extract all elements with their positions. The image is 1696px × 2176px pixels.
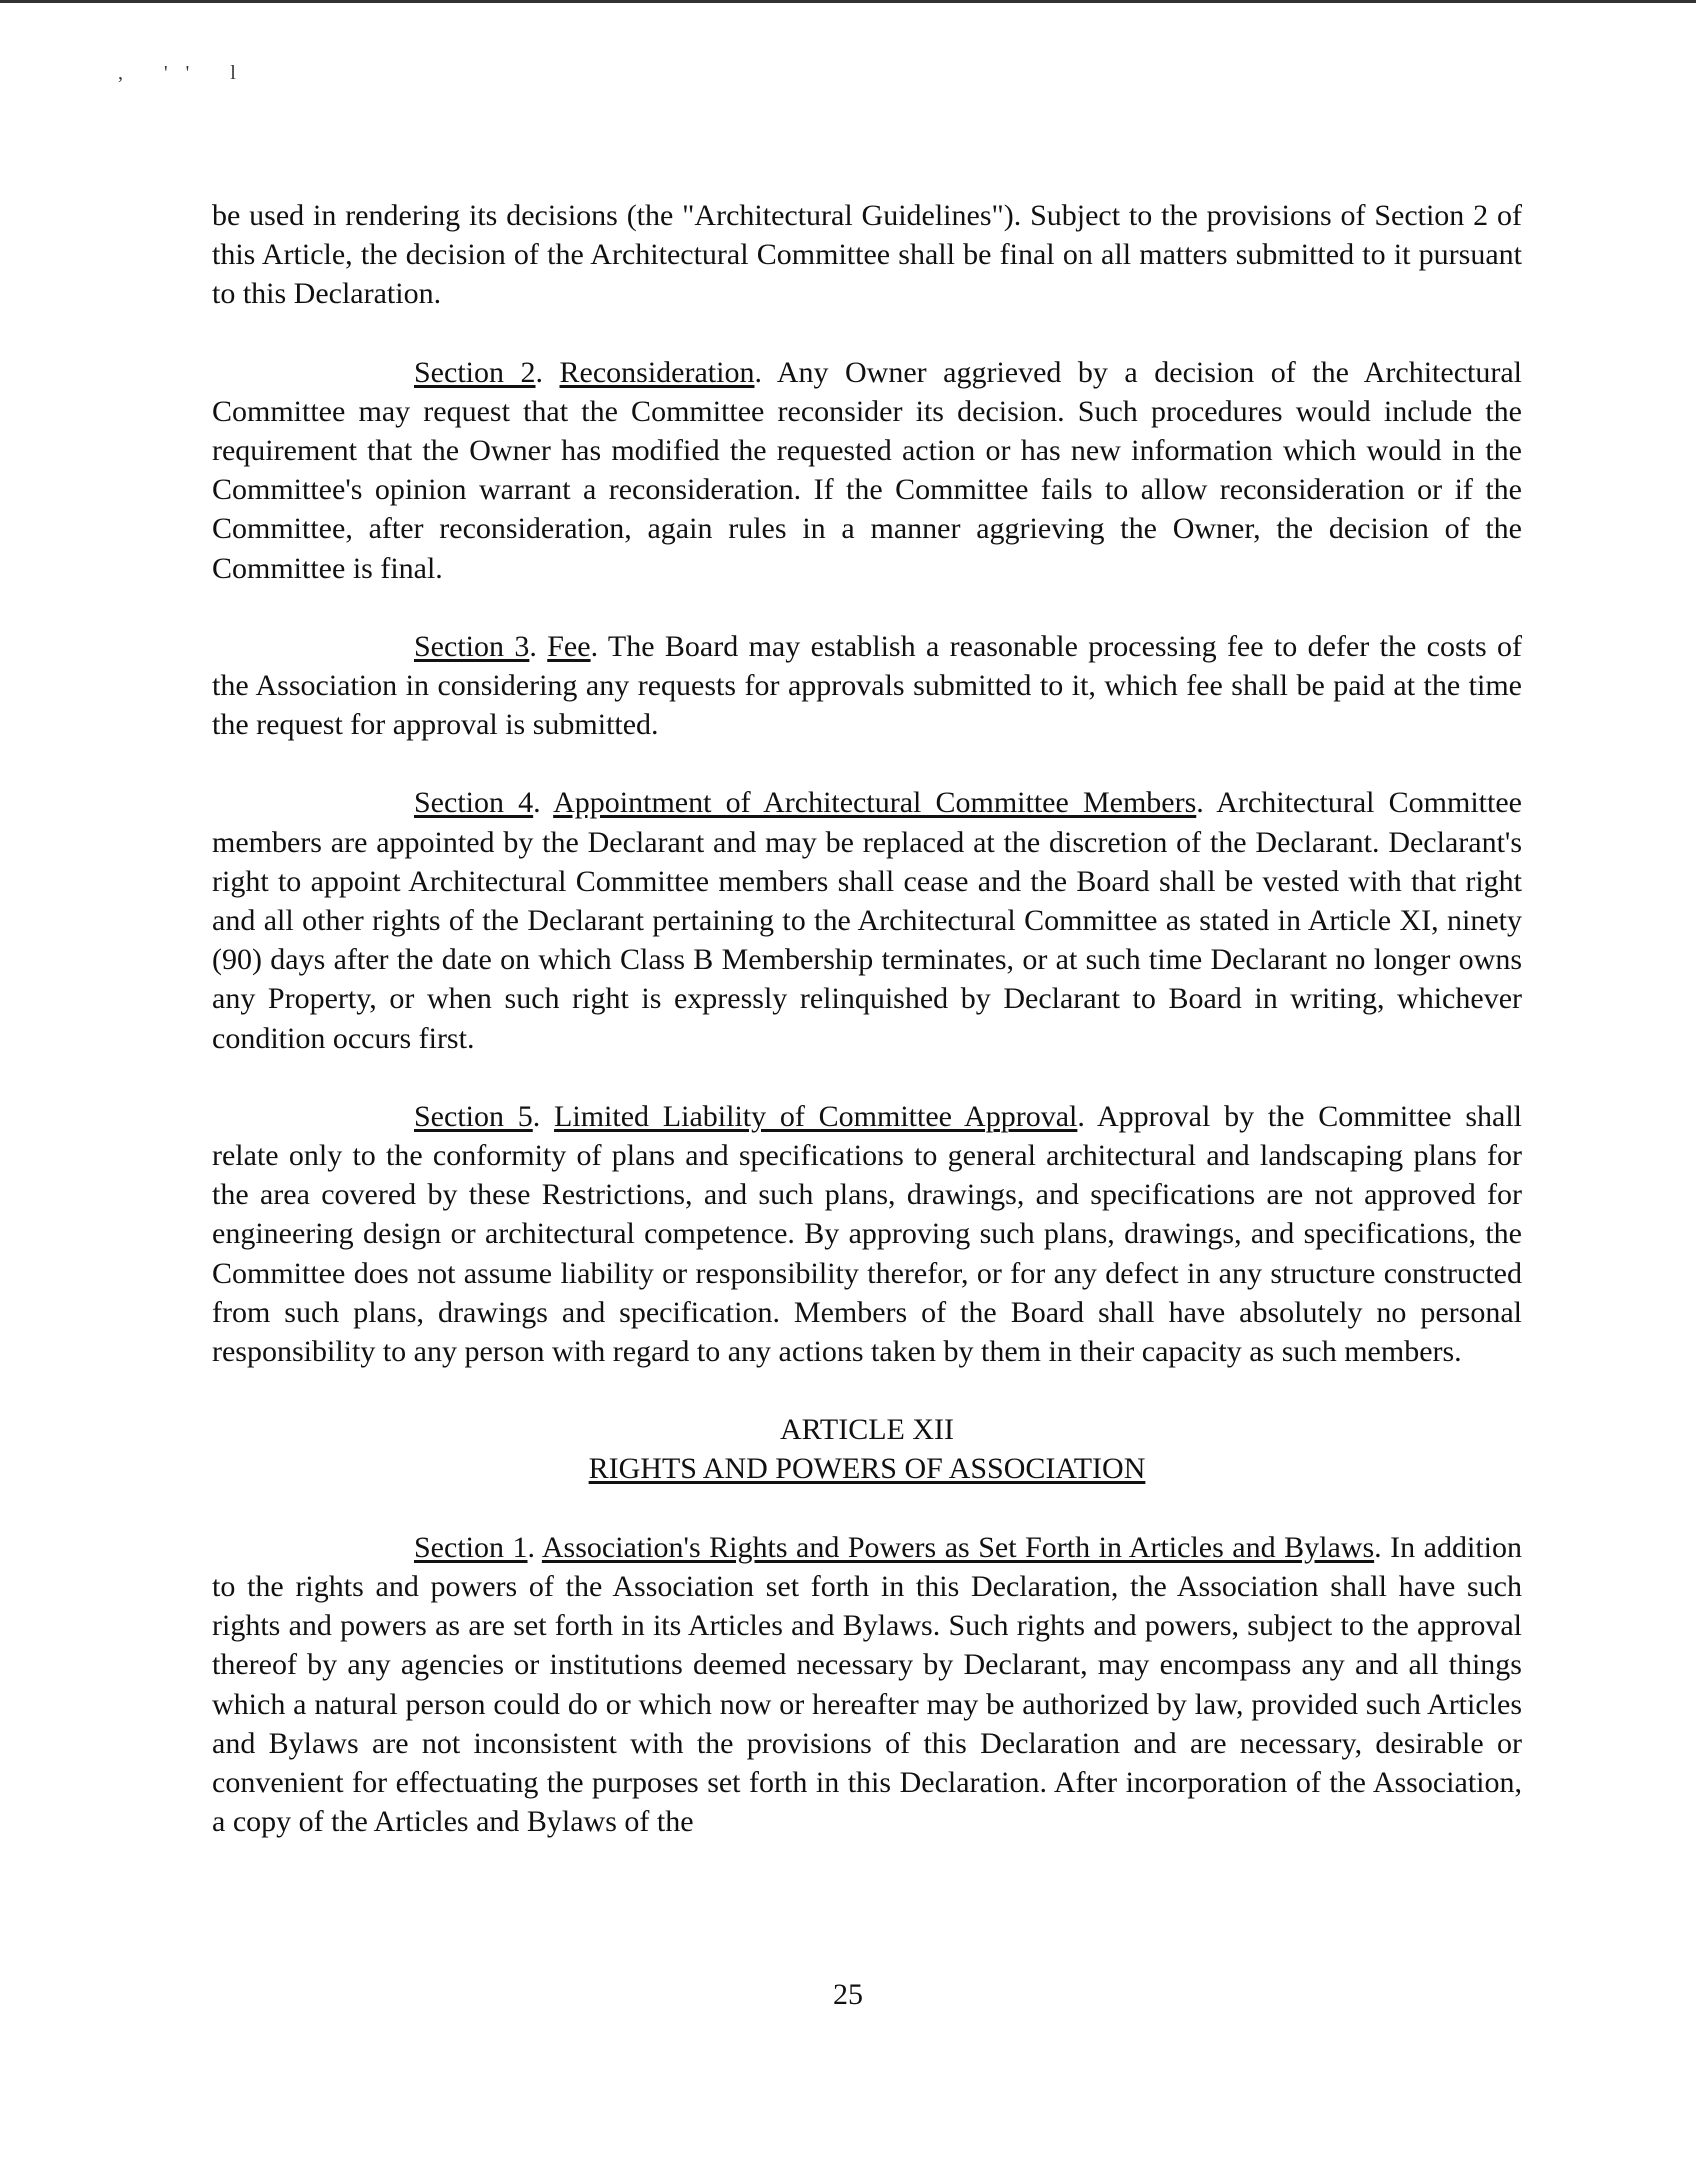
margin-marks: , '' l xyxy=(118,62,254,84)
page-number: 25 xyxy=(833,1978,863,2011)
section-3-label: Section 3 xyxy=(414,629,530,663)
section-4-paragraph: Section 4. Appointment of Architectural Committee Members. Architectural Committee members are appointed by the Declarant and may be replaced at the discretion of the Declarant. Declarant's right to appoint Architectural Committee members shall cease and the Board shall be vested with that right and all other rights of the Declarant pertaining to the Architectural Committee as stated in Article XI, ninety (90) days after the date on which Class B Membership terminates, or at such time Declarant no longer owns any Property, or when such right is expressly relinquished by Declarant to Board in writing, whichever condition occurs first. xyxy=(212,786,1522,1055)
section-4-body: Architectural Committee members are appointed by the Declarant and may be replaced at the discretion of the Declarant. Declarant's right to appoint Architectural Committee members shall cease and the Board shall be vested with that right and all other rights of the Declarant pertaining to the Architectural Committee as stated in Article XI, ninety (90) days after the date on which Class B Membership terminates, or at such time Declarant no longer owns any Property, or when such right is expressly relinquished by Declarant to Board in writing, whichever condition occurs first. xyxy=(212,786,1522,1055)
article-heading xyxy=(212,1410,1522,1488)
section-3-title: Fee xyxy=(547,629,591,663)
article-title: RIGHTS AND POWERS OF ASSOCIATION xyxy=(588,1452,1146,1486)
section-2-title: Reconsideration xyxy=(559,355,755,389)
top-scan-border xyxy=(0,0,1696,3)
section-2-body: Any Owner aggrieved by a decision of the Architectural Committee may request that the Committee reconsider its decision. Such procedures would include the requirement that the Owner has modified the requested action or has new information which would in the Committee's opinion warrant a reconsideration. If the Committee fails to allow reconsideration or if the Committee, after reconsideration, again rules in a manner aggrieving the Owner, the decision of the Committee is final. xyxy=(212,355,1522,585)
section-4-label: Section 4 xyxy=(414,786,534,820)
article-number: ARTICLE XII xyxy=(780,1413,954,1447)
article-section-1-label: Section 1 xyxy=(414,1530,528,1564)
paragraph-continued: be used in rendering its decisions (the "Architectural Guidelines"). Subject to the provisions of Section 2 of this Article, the decision of the Architectural Committee shall be final on all matters submitted to it pursuant to this Declaration. xyxy=(212,199,1522,311)
section-3-body: The Board may establish a reasonable processing fee to defer the costs of the Association in considering any requests for approvals submitted to it, which fee shall be paid at the time the request for approval is submitted. xyxy=(212,629,1522,742)
section-5-paragraph: Section 5. Limited Liability of Committee Approval. Approval by the Committee shall relate only to the conformity of plans and specifications to general architectural and landscaping plans for the area covered by these Restrictions, and such plans, drawings, and specifications are not approved for engineering design or architectural competence. By approving such plans, drawings, and specifications, the Committee does not assume liability or responsibility therefor, or for any defect in any structure constructed from such plans, drawings and specification. Members of the Board shall have absolutely no personal responsibility to any person with regard to any actions taken by them in their capacity as such members. xyxy=(212,1099,1522,1369)
section-5-title: Limited Liability of Committee Approval xyxy=(554,1099,1078,1133)
section-5-label: Section 5 xyxy=(414,1099,533,1133)
document-page xyxy=(212,196,1522,1841)
section-2-label: Section 2 xyxy=(414,355,536,389)
article-section-1-title: Association's Rights and Powers as Set Forth in Articles and Bylaws xyxy=(541,1530,1375,1564)
article-section-1-paragraph: Section 1. Association's Rights and Powers as Set Forth in Articles and Bylaws. In addition to the rights and powers of the Association set forth in this Declaration, the Association shall have such rights and powers as are set forth in its Articles and Bylaws. Such rights and powers, subject to the approval thereof by any agencies or institutions deemed necessary by Declarant, may encompass any and all things which a natural person could do or which now or hereafter may be authorized by law, provided such Articles and Bylaws are not inconsistent with the provisions of this Declaration and are necessary, desirable or convenient for effectuating the purposes set forth in this Declaration. After incorporation of the Association, a copy of the Articles and Bylaws of the xyxy=(212,1530,1523,1839)
section-3-paragraph: Section 3. Fee. The Board may establish a reasonable processing fee to defer the costs of the Association in considering any requests for approvals submitted to it, which fee shall be paid at the time the request for approval is submitted. xyxy=(212,629,1522,742)
section-2-paragraph: Section 2. Reconsideration. Any Owner aggrieved by a decision of the Architectural Committee may request that the Committee reconsider its decision. Such procedures would include the requirement that the Owner has modified the requested action or has new information which would in the Committee's opinion warrant a reconsideration. If the Committee fails to allow reconsideration or if the Committee, after reconsideration, again rules in a manner aggrieving the Owner, the decision of the Committee is final. xyxy=(212,355,1522,585)
section-5-body: Approval by the Committee shall relate only to the conformity of plans and specifications to general architectural and landscaping plans for the area covered by these Restrictions, and such plans, drawings, and specifications are not approved for engineering design or architectural competence. By approving such plans, drawings, and specifications, the Committee does not assume liability or responsibility therefor, or for any defect in any structure constructed from such plans, drawings and specification. Members of the Board shall have absolutely no personal responsibility to any person with regard to any actions taken by them in their capacity as such members. xyxy=(212,1099,1522,1369)
article-section-1-body: In addition to the rights and powers of the Association set forth in this Declaration, the Association shall have such rights and powers as are set forth in its Articles and Bylaws. Such rights and powers, subject to the approval thereof by any agencies or institutions deemed necessary by Declarant, may encompass any and all things which a natural person could do or which now or hereafter may be authorized by law, provided such Articles and Bylaws are not inconsistent with the provisions of this Declaration and are necessary, desirable or convenient for effectuating the purposes set forth in this Declaration. After incorporation of the Association, a copy of the Articles and Bylaws of the xyxy=(212,1530,1523,1839)
section-4-title: Appointment of Architectural Committee Members xyxy=(553,786,1197,820)
